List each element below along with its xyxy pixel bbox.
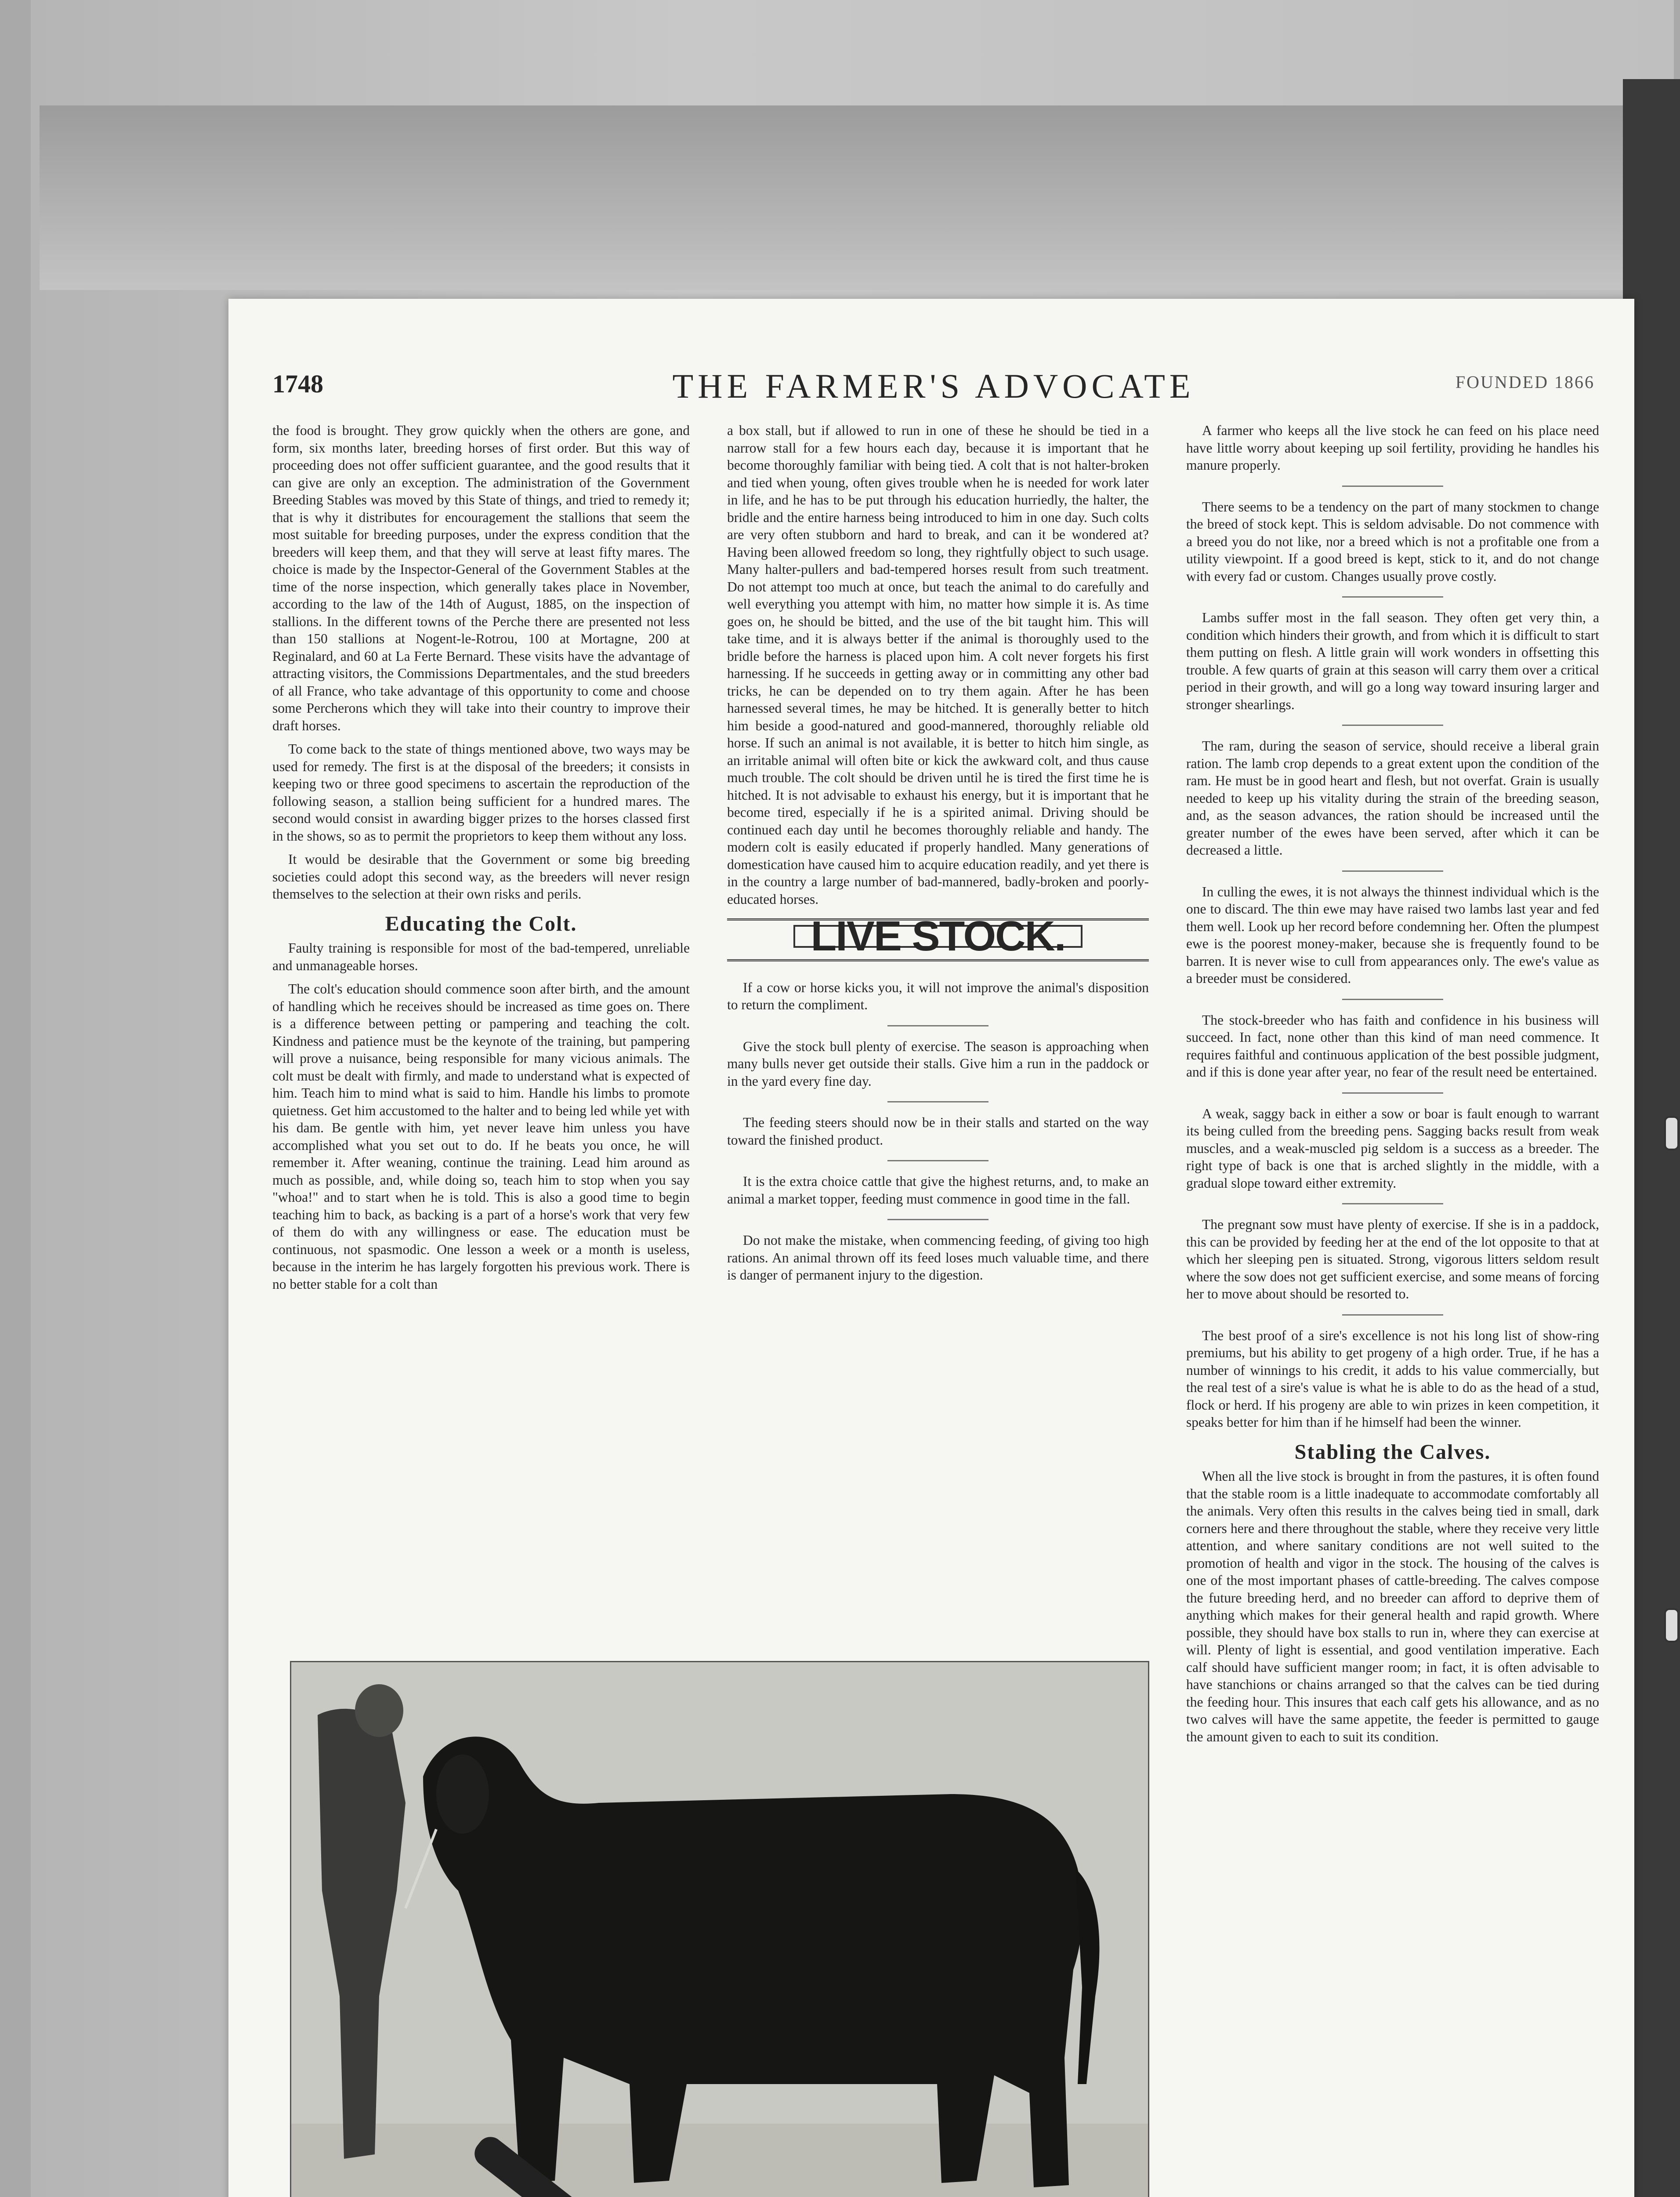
livestock-item: In culling the ewes, it is not always the thinnest individual which is the one to discard. The thin ewe may have raised two lambs last year and fed them well. Look up her record before condemning her. Often the plumpest ewe is the poorest money-maker, because she is frequently found to be barren. It is never wise to cull from appearances only. The ewe's value as a breeder must be considered. bbox=[1186, 884, 1599, 986]
article-paragraph: Faulty training is responsible for most of the bad-tempered, unreliable and unmanageable horses. bbox=[272, 940, 690, 973]
article-paragraph: a box stall, but if allowed to run in one of these he should be tied in a narrow stall for a few hours each day, because it is important that he become thoroughly familiar with being tied. A colt that is not halter-broken and tied when young, often gives trouble when he is needed for work later in life, and he has to be put through his education hurriedly, the halter, the bridle and the entire harness being introduced to him in one day. Such colts are very often stubborn and hard to break, and can it be wondered at? Having been allowed freedom so long, they rightfully object to such usage. Many halter-pullers and bad-tempered horses result from such treatment. Do not attempt too much at once, but teach the animal to do carefully and well everything you attempt with him, no matter how simple it is. As time goes on, he should be bitted, and the use of the bit taught him. This will take time, and it is always better if the animal is thoroughly used to the bridle before the harness is placed upon him. A colt never forgets his first harnessing. If he succeeds in getting away or in committing any other bad tricks, he can be depended on to try them again. After he has been harnessed several times, he may be hitched. It is generally better to hitch him beside a good-natured and good-mannered, thoroughly reliable old horse. If such an animal is not available, it is better to hitch him single, as an irritable animal will often bite or kick the awkward colt, and thus cause much trouble. The colt should be driven until he is tired the first time he is hitched. It is not advisable to exhaust his energy, but it is important that he become tired, especially if he is a spirited animal. Driving should be continued each day until he becomes thoroughly reliable and handy. The modern colt is easily educated if properly handled. Many generations of domestication have caused him to acquire education readily, and yet there is in the country a large number of bad-mannered, badly-broken and poorly-educated horses. bbox=[727, 423, 1149, 907]
steer-photograph bbox=[290, 1661, 1149, 2197]
divider bbox=[1342, 1092, 1443, 1094]
livestock-item: The best proof of a sire's excellence is not his long list of show-ring premiums, but his ability to get progeny of a high order. True, if he has a number of winnings to his credit, it adds to his value commercially, but the real test of a sire's value is what he is able to do as the head of a stud, flock or herd. If his progeny are able to win prizes in keen competition, it speaks better for him than if he himself had been the winner. bbox=[1186, 1327, 1599, 1430]
divider bbox=[887, 1101, 988, 1102]
livestock-item: The feeding steers should now be in their stalls and started on the way toward the finished product. bbox=[727, 1115, 1149, 1148]
livestock-item: Lambs suffer most in the fall season. They often get very thin, a condition which hinders their growth, and from which it is difficult to start them putting on flesh. A little grain will work wonders in offsetting this trouble. A few quarts of grain at this season will carry them over a critical period in their growth, and will go a long way toward insuring larger and stronger shearlings. bbox=[1186, 610, 1599, 712]
divider bbox=[1342, 1314, 1443, 1316]
livestock-item: Do not make the mistake, when commencing feeding, of giving too high rations. An animal thrown off its feed loses much valuable time, and there is danger of permanent injury to the digestion. bbox=[727, 1233, 1149, 1283]
divider bbox=[1342, 1203, 1443, 1204]
livestock-item: The pregnant sow must have plenty of exercise. If she is in a paddock, this can be provided by feeding her at the end of the lot opposite to that at which her sleeping pen is situated. Strong, vigorous litters seldom result where the sow does not get sufficient exercise, and some means of forcing her to move about should be resorted to. bbox=[1186, 1217, 1599, 1302]
column-right bbox=[1186, 422, 1599, 1751]
binder-clip bbox=[1664, 1608, 1679, 1642]
livestock-item: The stock-breeder who has faith and confidence in his business will succeed. In fact, none other than this kind of man need commence. It requires faithful and continuous application of the best possible judgment, and if this is done year after year, no fear of the result need be entertained. bbox=[1186, 1012, 1599, 1080]
divider bbox=[887, 1160, 988, 1161]
founded-note: FOUNDED 1866 bbox=[1455, 372, 1595, 392]
article-paragraph: To come back to the state of things mentioned above, two ways may be used for remedy. The first is at the disposal of the breeders; it consists in keeping two or three good specimens to ascertain the reproduction of the following season, a stallion being sufficient for a hundred mares. The second would consist in awarding bigger prizes to the horses classed first in the shows, so as to permit the proprietors to keep them without any loss. bbox=[272, 741, 690, 844]
livestock-item: If a cow or horse kicks you, it will not improve the animal's disposition to return the compliment. bbox=[727, 979, 1149, 1012]
livestock-item: Give the stock bull plenty of exercise. The season is approaching when many bulls never get outside their stalls. Give him a run in the paddock or in the yard every fine day. bbox=[727, 1038, 1149, 1089]
article-paragraph: the food is brought. They grow quickly when the others are gone, and form, six months later, breeding horses of first order. But this way of proceeding does not offer sufficient guarantee, and the good results that it can give are only an exception. The administration of the Government Breeding Stables was moved by this State of things, and tried to remedy it; that is why it distributes for encouragement the stallions that seem the most suitable for breeding purposes, under the express condition that the breeders will keep them, and that they will serve at least fifty mares. The choice is made by the Inspector-General of the Government Stables at the time of the norse inspection, which generally takes place in November, according to the law of the 14th of August, 1885, on the inspection of stallions. In the different towns of the Perche there are presented not less than 150 stallions at Nogent-le-Rotrou, 100 at Mortagne, 200 at Reginalard, and 60 at La Ferte Bernard. These visits have the advantage of attracting visitors, the Commissions Departmentales, and the stud breeders of all France, who take advantage of this opportunity to come and choose some Percherons which they will take into their country to improve their draft horses. bbox=[272, 423, 690, 733]
column-middle bbox=[727, 422, 1149, 1290]
divider bbox=[1342, 870, 1443, 872]
livestock-item: The ram, during the season of service, should receive a liberal grain ration. The lamb crop depends to a great extent upon the condition of the ram. He must be in good heart and flesh, but not overfat. Grain is usually needed to keep up his vitality during the strain of the breeding season, and, as the season advances, the ration should be increased until the greater number of the ewes have been served, after which it can be decreased a little. bbox=[1186, 738, 1599, 858]
divider bbox=[1342, 596, 1443, 598]
article-paragraph: When all the live stock is brought in from the pastures, it is often found that the stable room is a little inadequate to accommodate comfortably all the animals. Very often this results in the calves being tied in small, dark corners here and there throughout the stable, where they receive very little attention, and where sanitary conditions are not well suited to the promotion of health and vigor in the stock. The housing of the calves is one of the most important phases of cattle-breeding. The calves compose the future breeding herd, and no breeder can afford to deprive them of anything which makes for their general health and rapid growth. Where possible, they should have box stalls to run in, where they can exercise at will. Plenty of light is essential, and good ventilation imperative. Each calf should have sufficient manger room; in fact, it is often advisable to have stanchions or chains arranged so that the calves can be tied during the feeding hour. This insures that each calf gets his allowance, and as no two calves will have the same appetite, the feeder is permitted to gauge the amount given to each to suit its condition. bbox=[1186, 1468, 1599, 1744]
article-paragraph: The colt's education should commence soon after birth, and the amount of handling which he receives should be increased as time goes on. There is a difference between petting or pampering and teaching the colt. Kindness and patience must be the keynote of the training, but pampering will prove a nuisance, being responsible for many vicious animals. The colt must be dealt with firmly, and made to understand what is expected of him. Teach him to mind what is said to him. Handle his limbs to promote quietness. Get him accustomed to the halter and to being led while yet with his dam. Be gentle with him, yet never leave him unless you have accomplished what you set out to do. If he beats you once, he will remember it. After weaning, continue the training. Lead him around as much as possible, and, while doing so, teach him to stop when you say "whoa!" and to start when he is told. This is also a good time to begin teaching him to back, as backing is a part of a horse's work that very few of them do with any willingness or ease. The education must be continuous, not spasmodic. One lesson a week or a month is useless, because in the interim he has largely forgotten his previous work. There is no better stable for a colt than bbox=[272, 981, 690, 1292]
newspaper-page bbox=[228, 299, 1634, 2197]
scan-shadow bbox=[40, 105, 1665, 290]
column-left bbox=[272, 422, 690, 1299]
binder-clip bbox=[1664, 1116, 1679, 1150]
livestock-item: A weak, saggy back in either a sow or boar is fault enough to warrant its being culled from the breeding pens. Sagging backs result from weak muscles, and a weak-muscled pig seldom is a success as a breeder. The right type of back is one that is arched slightly in the middle, with a gradual slope toward either extremity. bbox=[1186, 1106, 1599, 1191]
livestock-item: A farmer who keeps all the live stock he can feed on his place need have little worry about keeping up soil fertility, providing he handles his manure properly. bbox=[1186, 423, 1599, 473]
page-number: 1748 bbox=[272, 370, 323, 398]
livestock-item: It is the extra choice cattle that give the highest returns, and, to make an animal a market topper, feeding must commence in good time in the fall. bbox=[727, 1174, 1149, 1207]
section-banner bbox=[727, 913, 1149, 961]
divider bbox=[887, 1219, 988, 1220]
livestock-item: There seems to be a tendency on the part of many stockmen to change the breed of stock kept. This is seldom advisable. Do not commence with a breed you do not like, nor a breed which is not a profitable one from a utility viewpoint. If a good breed is kept, stick to it, and do not change with every fad or custom. Changes usually prove costly. bbox=[1186, 499, 1599, 584]
divider bbox=[1342, 486, 1443, 487]
live-stock-banner: LIVE STOCK. bbox=[793, 925, 1083, 948]
section-heading-calves: Stabling the Calves. bbox=[1294, 1440, 1491, 1464]
section-heading-colt: Educating the Colt. bbox=[385, 912, 577, 935]
steer-illustration bbox=[291, 1662, 1148, 2197]
divider bbox=[887, 1025, 988, 1026]
article-paragraph: It would be desirable that the Government or some big breeding societies could adopt this second way, as the breeders will never resign themselves to the selection at their own risks and perils. bbox=[272, 852, 690, 902]
divider bbox=[1342, 725, 1443, 726]
page-header bbox=[272, 369, 1595, 409]
masthead-title: THE FARMER'S ADVOCATE bbox=[672, 367, 1195, 405]
divider bbox=[1342, 999, 1443, 1000]
